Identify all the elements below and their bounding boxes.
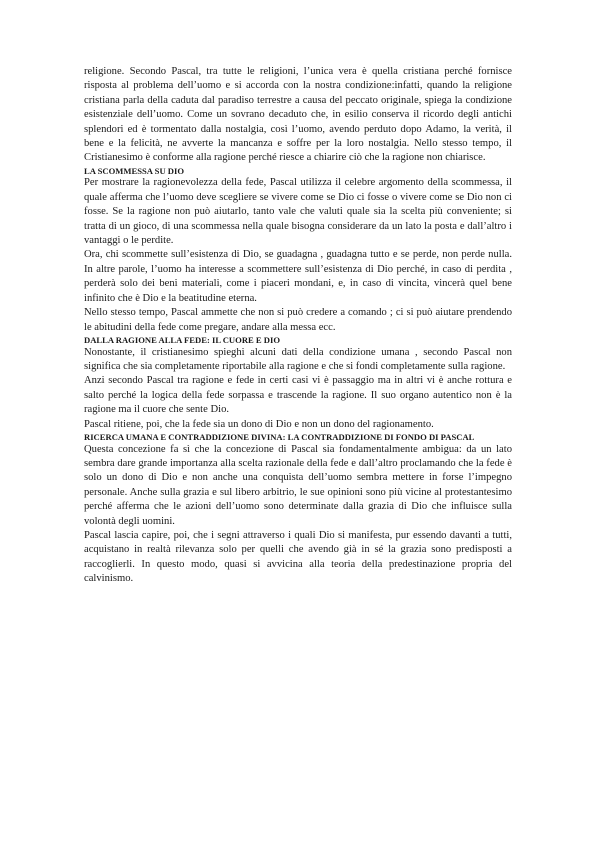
paragraph-dono-di-dio: Pascal ritiene, poi, che la fede sia un dono di Dio e non un dono del ragionamento. xyxy=(84,418,434,430)
section-heading-scommessa: LA SCOMMESSA SU DIO xyxy=(84,165,185,176)
paragraph-religione-cristiana: religione. Secondo Pascal, tra tutte le religioni, l’unica vera è quella cristiana perché fornisce risposta al problema dell’uomo e si accorda con la nostra condizione:infatti, quando la religione cristiana parla della caduta dal paradiso terrestre a causa del peccato originale, spiega la condizione esistenziale dell’uomo. Come un sovrano decaduto che, in esilio conserva il ricordo degli antichi splendori ed è tormentato dalla nostalgia, così l’uomo, avendo perduto dopo Adamo, la verità, il bene e la felicità, ne avverte la mancanza e soffre per la loro nostalgia. Nello stesso tempo, il Cristianesimo è conforme alla ragione perché riesce a chiarire ciò che la ragione non chiarisce. xyxy=(84,66,512,164)
section-heading-ragione-fede: DALLA RAGIONE ALLA FEDE: IL CUORE E DIO xyxy=(84,334,281,345)
document-page xyxy=(84,65,512,587)
paragraph-credere-a-comando: Nello stesso tempo, Pascal ammette che non si può credere a comando ; ci si può aiutare prendendo le abitudini della fede come pregare, andare alla messa ecc. xyxy=(84,307,512,333)
paragraph-chi-scommette: Ora, chi scommette sull’esistenza di Dio, se guadagna , guadagna tutto e se perde, non perde nulla. In altre parole, l’uomo ha interesse a scommettere sull’esistenza di Dio perché, in caso di perdita , perderà solo dei beni materiali, come i piaceri mondani, e, in caso di vincita, vincerà quel bene infinito che è Dio e la beatitudine eterna. xyxy=(84,249,512,304)
paragraph-condizione-umana: Nonostante, il cristianesimo spieghi alcuni dati della condizione umana , secondo Pascal non significa che sia completamente riportabile alla ragione e che si fondi completamente sulla ragione. xyxy=(84,346,512,372)
paragraph-ragione-e-fede: Anzi secondo Pascal tra ragione e fede in certi casi vi è passaggio ma in altri vi è anche rottura e salto perché la logica della fede sorpassa e trascende la ragione. Il suo organo autentico non è la ragione ma il cuore che sente Dio. xyxy=(84,375,512,416)
paragraph-argomento-scommessa: Per mostrare la ragionevolezza della fede, Pascal utilizza il celebre argomento della scommessa, il quale afferma che l’uomo deve scegliere se vivere come se Dio ci fosse o vivere come se Dio non ci fosse. Se la ragione non può aiutarlo, tanto vale che valuti quale sia la scelta più conveniente; si tratta di un gioco, di una scommessa nella quale bisogna considerare da un lato la posta e dall’altro i vantaggi o le perdite. xyxy=(84,177,512,247)
paragraph-predestinazione: Pascal lascia capire, poi, che i segni attraverso i quali Dio si manifesta, pur essendo davanti a tutti, acquistano in realtà rilevanza solo per quelli che avendo già in sé la grazia sono predisposti a raccoglierli. In questo modo, quasi si avvicina alla teoria della predestinazione propria del calvinismo. xyxy=(84,529,512,585)
paragraph-concezione-ambigua: Questa concezione fa sì che la concezione di Pascal sia fondamentalmente ambigua: da un lato sembra dare grande importanza alla scelta razionale della fede e dall’altro proclamando che la fede è solo un dono di Dio e non anche una conquista dell’uomo sembra mettere in forse l’impegno personale. Anche sulla grazia e sul libero arbitrio, le sue opinioni sono più vicine al protestantesimo perché afferma che le azioni dell’uomo sono determinate dalla grazia di Dio che influisce sulla volontà degli uomini. xyxy=(84,443,512,527)
section-heading-contraddizione: RICERCA UMANA E CONTRADDIZIONE DIVINA: LA CONTRADDIZIONE DI FONDO DI PASCAL xyxy=(84,431,475,442)
